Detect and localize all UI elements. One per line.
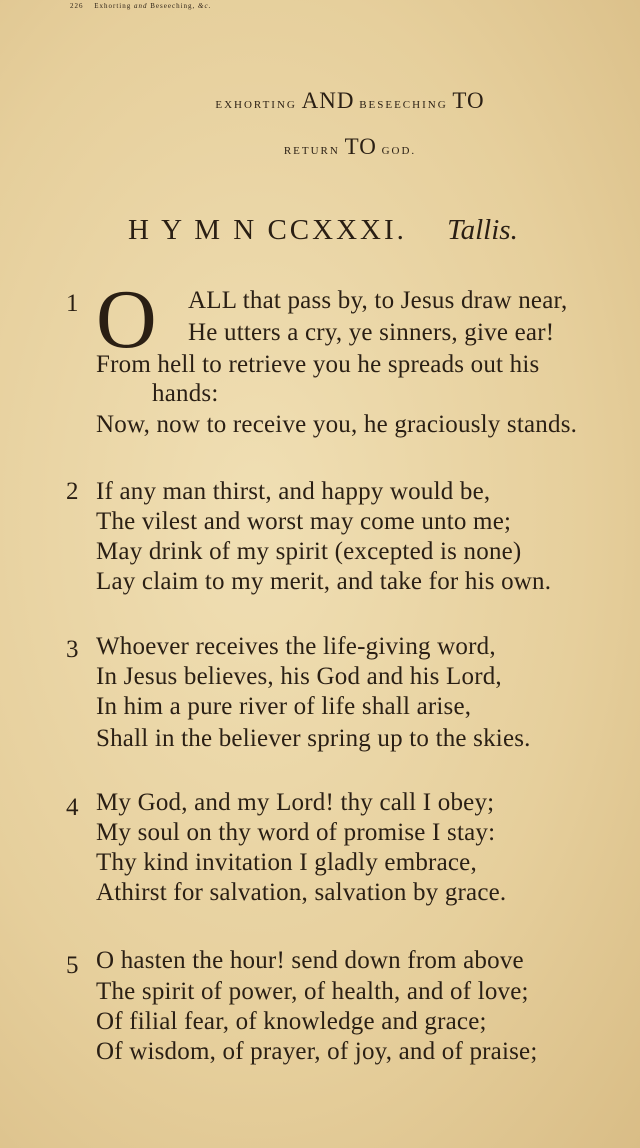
hymn-heading	[128, 214, 518, 247]
running-head-word-1: Exhorting	[94, 2, 132, 10]
verse-line: Whoever receives the life-giving word,	[96, 633, 496, 660]
title-word: EXHORTING	[215, 99, 297, 111]
verse-line: He utters a cry, ye sinners, give ear!	[188, 319, 555, 346]
verse-line: O hasten the hour! send down from above	[96, 947, 524, 974]
hymn-label: H Y M N	[128, 214, 258, 246]
stanza-number: 2	[66, 478, 79, 505]
title-word: TO	[452, 88, 485, 113]
verse-line: May drink of my spirit (excepted is none)	[96, 538, 522, 565]
stanza-number: 5	[66, 952, 79, 979]
stanza-number: 4	[66, 794, 79, 821]
verse-line: My God, and my Lord! thy call I obey;	[96, 789, 495, 816]
stanza-number: 1	[66, 290, 79, 317]
verse-line: Lay claim to my merit, and take for his own.	[96, 568, 552, 595]
verse-line: If any man thirst, and happy would be,	[96, 478, 491, 505]
title-word: RETURN	[283, 145, 340, 157]
verse-line: Thy kind invitation I gladly embrace,	[96, 849, 477, 876]
stanza-number: 3	[66, 636, 79, 663]
section-title-line-1	[60, 88, 640, 114]
title-word: GOD.	[381, 145, 417, 157]
verse-line: Shall in the believer spring up to the skies.	[96, 725, 531, 752]
verse-line: In Jesus believes, his God and his Lord,	[96, 663, 502, 690]
verse-line: hands:	[152, 380, 219, 407]
page-number: 226	[70, 2, 84, 10]
verse-line: My soul on thy word of promise I stay:	[96, 819, 496, 846]
section-title-line-2	[60, 134, 640, 160]
verse-line: ALL that pass by, to Jesus draw near,	[188, 287, 568, 314]
verse-line: In him a pure river of life shall arise,	[96, 693, 472, 720]
title-word: TO	[344, 134, 377, 159]
running-head-word-3: Beseeching,	[150, 2, 196, 10]
verse-line: From hell to retrieve you he spreads out his	[96, 351, 540, 378]
hymn-number: CCXXXI.	[267, 214, 407, 246]
verse-line: The vilest and worst may come unto me;	[96, 508, 512, 535]
hymn-tune: Tallis.	[447, 214, 518, 246]
verse-line: The spirit of power, of health, and of love;	[96, 978, 529, 1005]
verse-line: Now, now to receive you, he graciously stands.	[96, 411, 578, 438]
title-word: BESEECHING	[359, 99, 448, 111]
verse-line: Athirst for salvation, salvation by grace.	[96, 879, 507, 906]
running-head-word-2: and	[134, 2, 148, 10]
running-head-word-4: &c.	[198, 2, 212, 10]
running-head	[70, 2, 640, 10]
drop-cap: O	[96, 273, 157, 366]
title-word: AND	[301, 88, 355, 113]
verse-line: Of wisdom, of prayer, of joy, and of praise;	[96, 1038, 538, 1065]
verse-line: Of filial fear, of knowledge and grace;	[96, 1008, 487, 1035]
